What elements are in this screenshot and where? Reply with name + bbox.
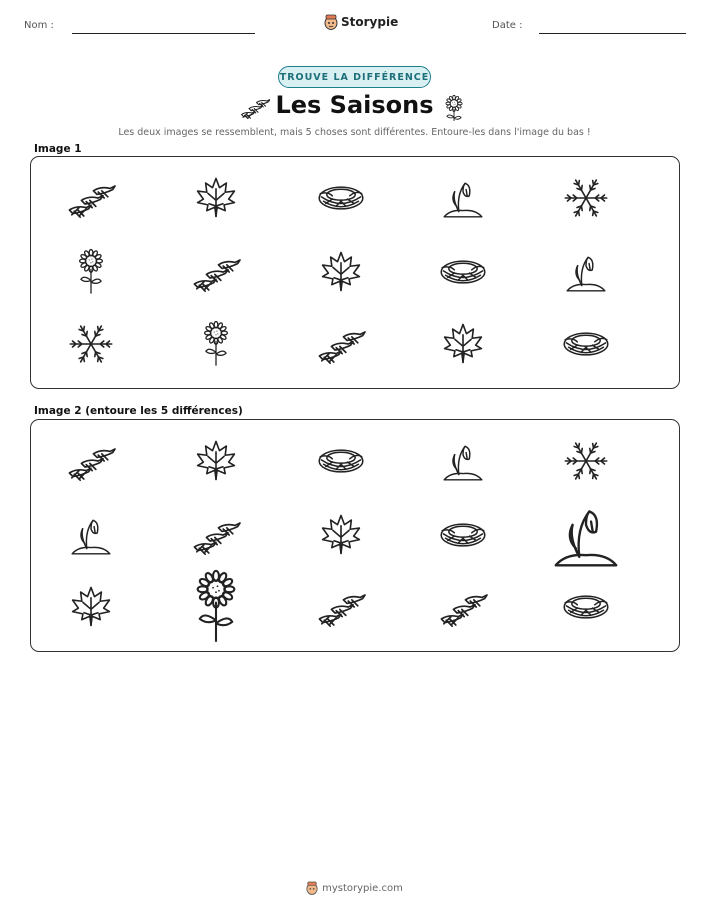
nest-icon [556, 311, 616, 377]
maple-leaf-icon [311, 239, 371, 305]
geese-icon [186, 239, 246, 305]
maple-leaf-icon [61, 574, 121, 640]
image1-label: Image 1 [34, 143, 82, 155]
geese-icon [61, 428, 121, 494]
snowdrop-icon [433, 165, 493, 231]
mascot-icon [324, 14, 338, 30]
nest-icon [433, 239, 493, 305]
snowdrop-icon [549, 496, 623, 574]
snowflake-icon [556, 165, 616, 231]
title-sunflower-icon [443, 95, 465, 125]
geese-icon [61, 165, 121, 231]
footer-url: mystorypie.com [322, 882, 403, 894]
geese-icon [311, 574, 371, 640]
snowdrop-icon [433, 428, 493, 494]
maple-leaf-icon [186, 428, 246, 494]
page-title: Les Saisons [275, 91, 434, 119]
sunflower-icon [61, 239, 121, 305]
image1-panel [30, 156, 680, 389]
image2-label: Image 2 (entoure les 5 différences) [34, 405, 243, 417]
image2-panel [30, 419, 680, 652]
date-label: Date : [492, 20, 523, 31]
activity-badge: TROUVE LA DIFFÉRENCE [278, 66, 431, 88]
nest-icon [311, 428, 371, 494]
instructions: Les deux images se ressemblent, mais 5 choses sont différentes. Entoure-les dans l'image du bas ! [118, 127, 591, 138]
nest-icon [433, 502, 493, 568]
brand-name: Storypie [341, 15, 399, 29]
name-label: Nom : [24, 20, 54, 31]
footer [0, 881, 709, 895]
brand-logo [324, 14, 398, 30]
geese-icon [311, 311, 371, 377]
name-line [72, 33, 255, 34]
snowflake-icon [61, 311, 121, 377]
nest-icon [311, 165, 371, 231]
date-line [539, 33, 686, 34]
maple-leaf-icon [433, 311, 493, 377]
geese-icon [433, 574, 493, 640]
snowflake-icon [556, 428, 616, 494]
maple-leaf-icon [311, 502, 371, 568]
snowdrop-icon [61, 502, 121, 568]
geese-icon [186, 502, 246, 568]
maple-leaf-icon [186, 165, 246, 231]
snowdrop-icon [556, 239, 616, 305]
sunflower-icon [179, 568, 253, 646]
nest-icon [556, 574, 616, 640]
mascot-icon [306, 881, 318, 895]
sunflower-icon [186, 311, 246, 377]
